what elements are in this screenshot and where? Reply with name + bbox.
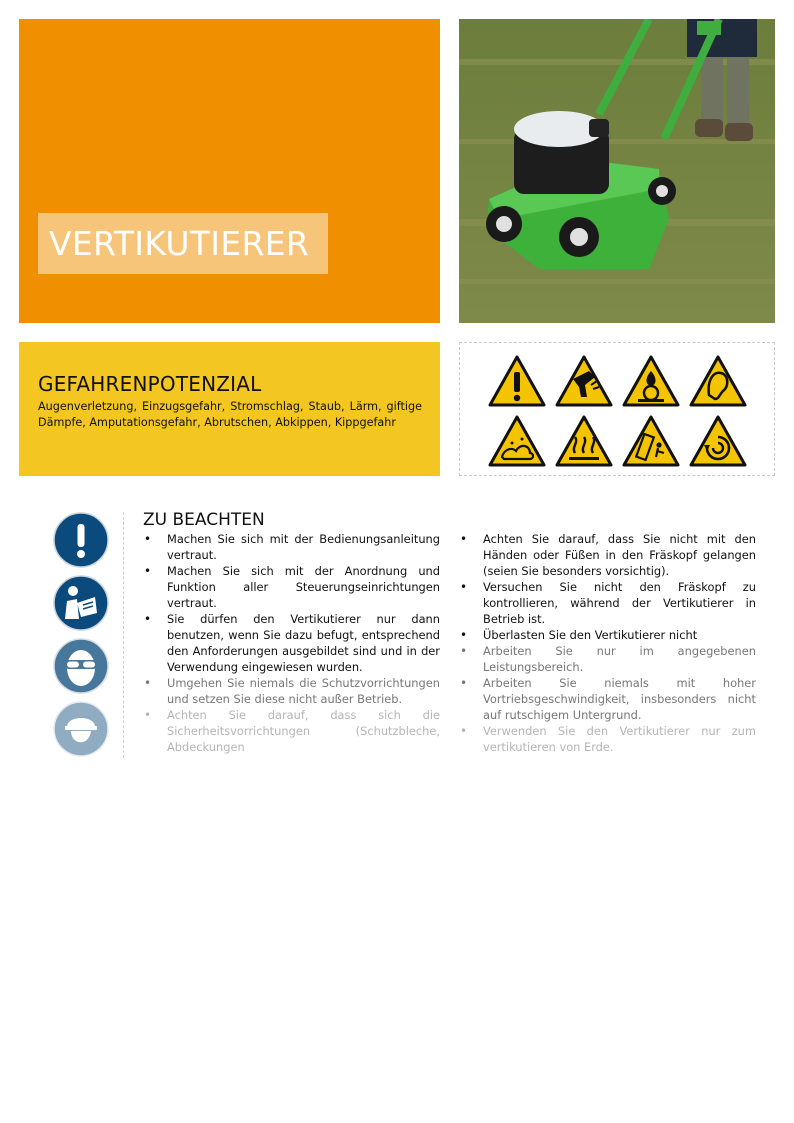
notes-right-column	[459, 531, 756, 757]
notes-title: ZU BEACHTEN	[143, 510, 265, 530]
list-item: • Überlasten Sie den Vertikutierer nicht	[459, 627, 756, 643]
list-item: • Versuchen Sie nicht den Fräskopf zu kontrollieren, während der Vertikutierer in Betrieb ist.	[459, 579, 756, 627]
general-warning-icon	[488, 355, 546, 407]
title-block	[19, 19, 440, 323]
noise-warning-icon	[689, 355, 747, 407]
list-item: • Machen Sie sich mit der Anordnung und Funktion aller Steuerungseinrichtungen vertraut.	[143, 563, 440, 611]
lawn-scarifier-photo	[459, 19, 775, 323]
notes-left-column	[143, 531, 440, 757]
list-item: • Arbeiten Sie niemals mit hoher Vortriebsgeschwindigkeit, insbesonders nicht auf rutschigem Untergrund.	[459, 675, 756, 723]
list-item: • Arbeiten Sie nur im angegebenen Leistungsbereich.	[459, 643, 756, 675]
list-item: • Verwenden Sie den Vertikutierer nur zum vertikutieren von Erde.	[459, 723, 756, 755]
hand-injury-warning-icon	[555, 355, 613, 407]
wear-eye-protection-icon	[53, 638, 109, 694]
fire-oxidizing-warning-icon	[622, 355, 680, 407]
warning-signs-panel	[459, 342, 775, 476]
divider	[123, 512, 124, 758]
list-item: • Umgehen Sie niemals die Schutzvorrichtungen und setzen Sie diese nicht außer Betrieb.	[143, 675, 440, 707]
hot-surface-warning-icon	[555, 415, 613, 467]
page-title: VERTIKUTIERER	[38, 213, 328, 274]
list-item: • Achten Sie darauf, dass Sie nicht mit den Händen oder Füßen in den Fräskopf gelangen (seien Sie besonders vorsichtig).	[459, 531, 756, 579]
list-item: • Machen Sie sich mit der Bedienungsanleitung vertraut.	[143, 531, 440, 563]
hazard-text: Augenverletzung, Einzugsgefahr, Stromschlag, Staub, Lärm, giftige Dämpfe, Amputationsgefahr, Abrutschen, Abkippen, Kippgefahr	[38, 400, 422, 429]
tipping-warning-icon	[622, 415, 680, 467]
wear-head-protection-icon	[53, 701, 109, 757]
read-manual-icon	[53, 575, 109, 631]
hazard-block	[19, 342, 440, 476]
hazard-title: GEFAHRENPOTENZIAL	[38, 372, 262, 396]
rotating-parts-warning-icon	[689, 415, 747, 467]
list-item: • Sie dürfen den Vertikutierer nur dann benutzen, wenn Sie dazu befugt, entsprechend den Anforderungen ausgebildet sind und in der Verwendung eingewiesen wurden.	[143, 611, 440, 675]
dust-warning-icon	[488, 415, 546, 467]
list-item: • Achten Sie darauf, dass sich die Sicherheitsvorrichtungen (Schutzbleche, Abdeckungen	[143, 707, 440, 755]
general-mandatory-icon	[53, 512, 109, 568]
